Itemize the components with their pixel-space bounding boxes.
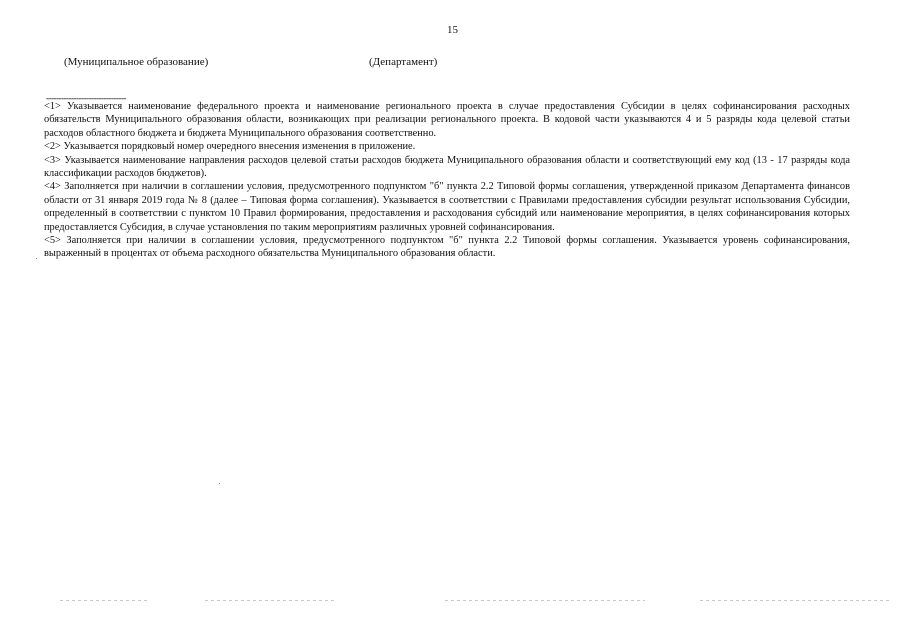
municipality-signature-label: (Муниципальное образование): [64, 56, 209, 68]
scan-artifact-line: [60, 600, 150, 601]
page-number: 15: [447, 24, 458, 36]
scan-artifact-line: [205, 600, 335, 601]
scan-artifact-dot: [36, 258, 37, 259]
scan-artifact-dot: [219, 483, 220, 484]
footnotes-block: [44, 100, 850, 261]
footnote-4: <4> Заполняется при наличии в соглашении условия, предусмотренного подпунктом "б" пункта 2.2 Типовой формы соглашения, утвержденной приказом Департамента финансов области от 31 января 2019 года № 8 (далее – Типовая форма соглашения). Указывается в соответствии с Правилами предоставления субсидии результат использования Субсидии, определенный в соответствии с пунктом 10 Правил формирования, предоставления и расходования субсидий или наименование мероприятия, в целях софинансирования которых предоставляется Субсидия, в случае установления по таким мероприятиям различных уровней софинансирования.: [44, 181, 850, 233]
footnote-5: <5> Заполняется при наличии в соглашении условия, предусмотренного подпунктом "б" пункта 2.2 Типовой формы соглашения. Указывается уровень софинансирования, выраженный в процентах от объема расходного обязательства Муниципального образования области.: [44, 235, 850, 260]
footnote-separator: --------------------------------: [46, 93, 126, 103]
department-signature-label: (Департамент): [369, 56, 438, 68]
scan-artifact-line: [700, 600, 890, 601]
footnote-2: <2> Указывается порядковый номер очередного внесения изменения в приложение.: [44, 141, 416, 153]
scan-artifact-line: [445, 600, 645, 601]
footnote-3: <3> Указывается наименование направления расходов целевой статьи расходов бюджета Муниципального образования области и соответствующий ему код (13 - 17 разряды кода классификации расходов бюджетов).: [44, 154, 850, 180]
footnote-1: <1> Указывается наименование федерального проекта и наименование регионального проекта в случае предоставления Субсидии в целях софинансирования расходных обязательств Муниципального образования области, возникающих при реализации регионального проекта. В кодовой части указываются 4 и 5 разряды кода целевой статьи расходов областного бюджета и бюджета Муниципального образования соответственно.: [44, 101, 850, 139]
